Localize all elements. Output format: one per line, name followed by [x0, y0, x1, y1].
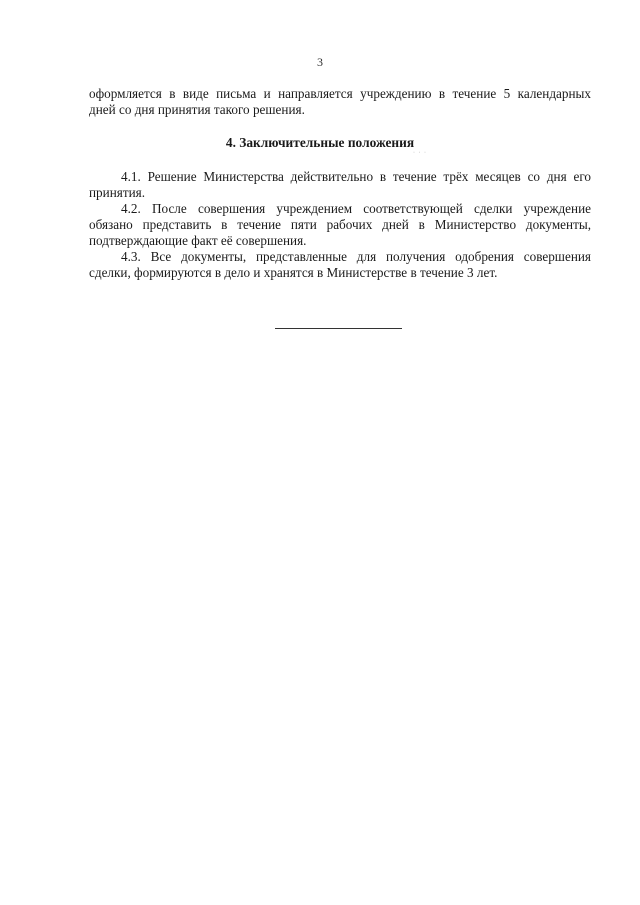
- paragraph-4-2-line-3: подтверждающие факт её совершения.: [89, 233, 307, 248]
- paragraph-4-1: [89, 169, 591, 201]
- section-heading: 4. Заключительные положения: [225, 135, 415, 150]
- intro-line-2: дней со дня принятия такого решения.: [89, 102, 305, 117]
- paragraph-4-3: [89, 249, 591, 281]
- end-of-document-rule: [275, 328, 402, 329]
- paragraph-4-2: [89, 201, 591, 249]
- paragraph-4-1-line-1: 4.1. Решение Министерства действительно в течение трёх месяцев со дня его: [121, 169, 591, 184]
- scan-artifact: · · ·: [413, 150, 427, 156]
- page-number: 3: [317, 55, 323, 69]
- paragraph-4-2-line-2: обязано представить в течение пяти рабочих дней в Министерство документы,: [89, 217, 591, 232]
- paragraph-4-1-line-2: принятия.: [89, 185, 146, 200]
- paragraph-4-3-line-2: сделки, формируются в дело и хранятся в Министерстве в течение 3 лет.: [89, 265, 498, 280]
- intro-paragraph: [89, 86, 591, 118]
- intro-line-1: оформляется в виде письма и направляется учреждению в течение 5 календарных: [89, 86, 591, 101]
- paragraph-4-2-line-1: 4.2. После совершения учреждением соответствующей сделки учреждение: [121, 201, 591, 216]
- paragraph-4-3-line-1: 4.3. Все документы, представленные для получения одобрения совершения: [121, 249, 591, 264]
